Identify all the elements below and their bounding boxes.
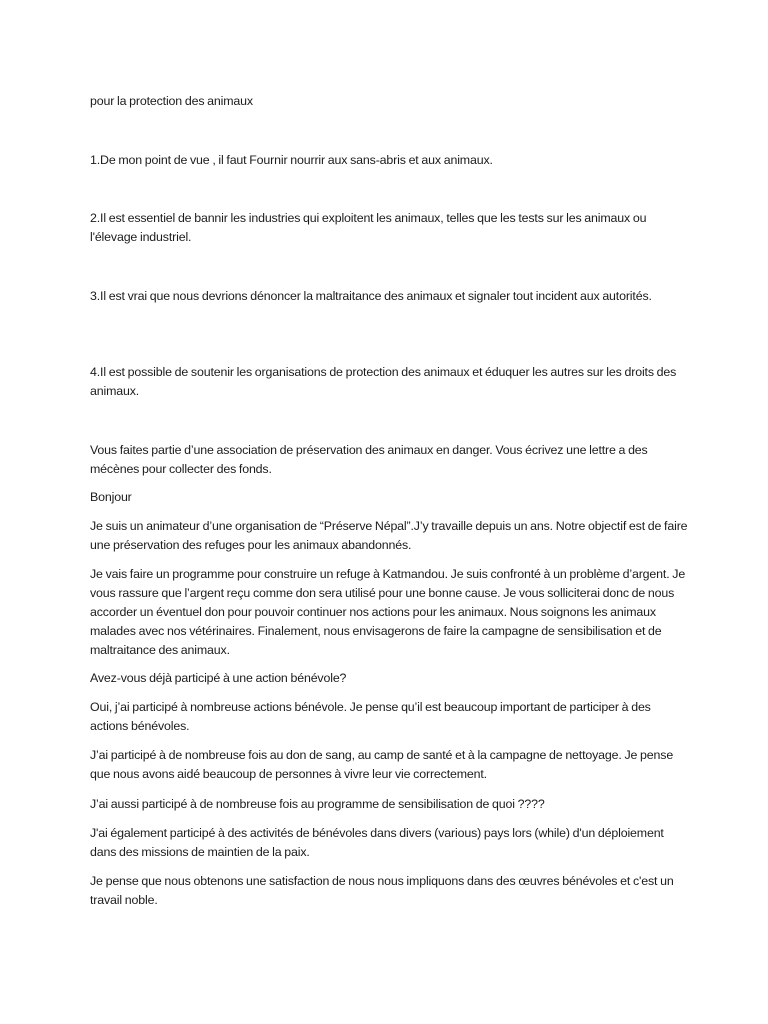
list-item-2: 2.Il est essentiel de bannir les industries qui exploitent les animaux, telles que les tests sur les animaux ou l'élevage industriel. (90, 211, 647, 244)
list-item-3: 3.Il est vrai que nous devrions dénoncer la maltraitance des animaux et signaler tout incident aux autorités. (90, 289, 652, 303)
list-item-4: 4.Il est possible de soutenir les organisations de protection des animaux et éduquer les autres sur les droits des animaux. (90, 365, 677, 398)
answer-paragraph-1: Oui, j’ai participé à nombreuse actions bénévole. Je pense qu’il est beaucoup important de participer à des actions bénévoles. (90, 700, 651, 733)
answer-paragraph-2: J’ai participé à de nombreuse fois au don de sang, au camp de santé et à la campagne de nettoyage. Je pense que nous avons aidé beaucoup de personnes à vivre leur vie correctement. (90, 748, 674, 781)
letter-paragraph-body: Je vais faire un programme pour construire un refuge à Katmandou. Je suis confronté à un problème d’argent. Je vous rassure que l’argent reçu comme don sera utilisé pour une bonne cause. Je vous solliciterai donc de nous accorder un éventuel don pour pouvoir continuer nos actions pour les animaux. Nous soignons les animaux malades avec nos vétérinaires. Finalement, nous envisagerons de faire la campagne de sensibilisation et de maltraitance des animaux. (90, 567, 686, 657)
answer-paragraph-4: J'ai également participé à des activités de bénévoles dans divers (various) pays lors (while) d'un déploiement dans des missions de maintien de la paix. (90, 826, 664, 859)
prompt-paragraph: Vous faites partie d’une association de préservation des animaux en danger. Vous écrivez une lettre a des mécènes pour collecter des fonds. (90, 443, 648, 476)
answer-paragraph-3: J’ai aussi participé à de nombreuse fois au programme de sensibilisation de quoi ???? (90, 797, 545, 811)
closing-paragraph: Je pense que nous obtenons une satisfaction de nous nous impliquons dans des œuvres bénévoles et c'est un travail noble. (90, 874, 674, 907)
list-item-1: 1.De mon point de vue , il faut Fournir nourrir aux sans-abris et aux animaux. (90, 153, 493, 167)
heading-line: pour la protection des animaux (90, 94, 253, 108)
question-line: Avez-vous déjà participé à une action bénévole? (90, 671, 347, 685)
letter-paragraph-intro: Je suis un animateur d’une organisation de “Préserve Népal”.J’y travaille depuis un ans. Notre objectif est de faire une préservation des refuges pour les animaux abandonnés. (90, 519, 688, 552)
greeting: Bonjour (90, 490, 132, 504)
